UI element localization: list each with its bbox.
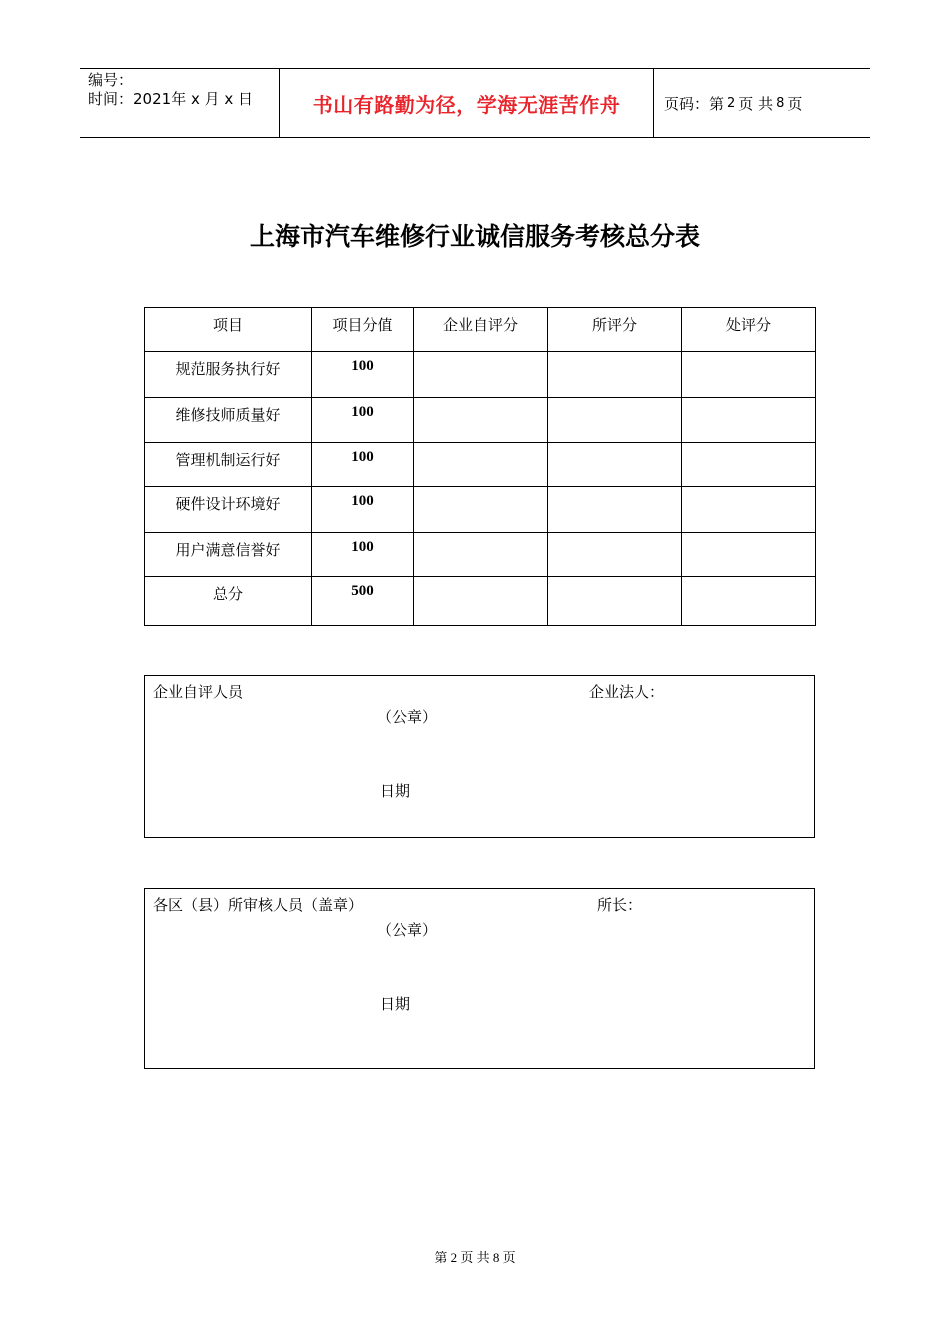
row-item: 规范服务执行好 [145,352,312,398]
self-score-cell[interactable] [414,577,548,626]
time-rest: 年 x 月 x 日 [171,90,254,108]
self-score-cell[interactable] [414,352,548,398]
row-value: 100 [312,533,414,577]
page-footer: 第 2 页 共 8 页 [434,1250,516,1265]
header-cell-station-score: 所评分 [548,308,682,352]
header-cell-item: 项目 [145,308,312,352]
time-year: 2021 [133,90,172,108]
station-score-cell[interactable] [548,398,682,443]
office-score-cell[interactable] [682,443,816,487]
page-suffix: 页 [787,94,803,113]
row-value: 100 [312,487,414,533]
row-value: 500 [312,577,414,626]
seal-label: （公章） [377,921,438,939]
station-score-cell[interactable] [548,577,682,626]
office-score-cell[interactable] [682,352,816,398]
page-header [80,68,870,138]
table-row [145,533,816,577]
office-score-cell[interactable] [682,577,816,626]
page-prefix: 页码：第 [664,94,725,113]
date-label: 日期 [380,995,411,1013]
header-motto [280,69,654,137]
row-item: 维修技师质量好 [145,398,312,443]
station-score-cell[interactable] [548,487,682,533]
table-row [145,487,816,533]
number-label: 编号： [88,71,134,89]
header-cell-self-score: 企业自评分 [414,308,548,352]
table-row [145,352,816,398]
time-line [88,90,279,109]
row-item: 用户满意信誉好 [145,533,312,577]
row-value: 100 [312,443,414,487]
self-score-cell[interactable] [414,443,548,487]
district-review-box [144,888,815,1069]
office-score-cell[interactable] [682,398,816,443]
table-total-row [145,577,816,626]
motto-text: 书山有路勤为径，学海无涯苦作舟 [312,92,621,117]
page-current: 2 [727,95,736,111]
header-cell-office-score: 处评分 [682,308,816,352]
table-header-row [145,308,816,352]
row-value: 100 [312,398,414,443]
header-meta [80,69,280,137]
legal-person-label: 企业法人： [589,683,665,701]
self-score-cell[interactable] [414,487,548,533]
score-table [144,307,816,626]
self-score-cell[interactable] [414,398,548,443]
page-mid: 页 共 [738,94,774,113]
header-page-info [654,69,870,137]
self-evaluator-label: 企业自评人员 [153,683,244,701]
table-row [145,443,816,487]
row-value: 100 [312,352,414,398]
row-item: 总分 [145,577,312,626]
self-evaluation-box [144,675,815,838]
director-label: 所长： [597,896,643,914]
station-score-cell[interactable] [548,443,682,487]
seal-label: （公章） [377,708,438,726]
office-score-cell[interactable] [682,487,816,533]
office-score-cell[interactable] [682,533,816,577]
row-item: 硬件设计环境好 [145,487,312,533]
page-total: 8 [776,95,785,111]
date-label: 日期 [380,782,411,800]
station-score-cell[interactable] [548,533,682,577]
station-score-cell[interactable] [548,352,682,398]
self-score-cell[interactable] [414,533,548,577]
row-item: 管理机制运行好 [145,443,312,487]
header-cell-value: 项目分值 [312,308,414,352]
table-row [145,398,816,443]
time-label: 时间： [88,90,134,108]
document-title: 上海市汽车维修行业诚信服务考核总分表 [249,222,700,251]
district-reviewer-label: 各区（县）所审核人员（盖章） [153,896,364,914]
